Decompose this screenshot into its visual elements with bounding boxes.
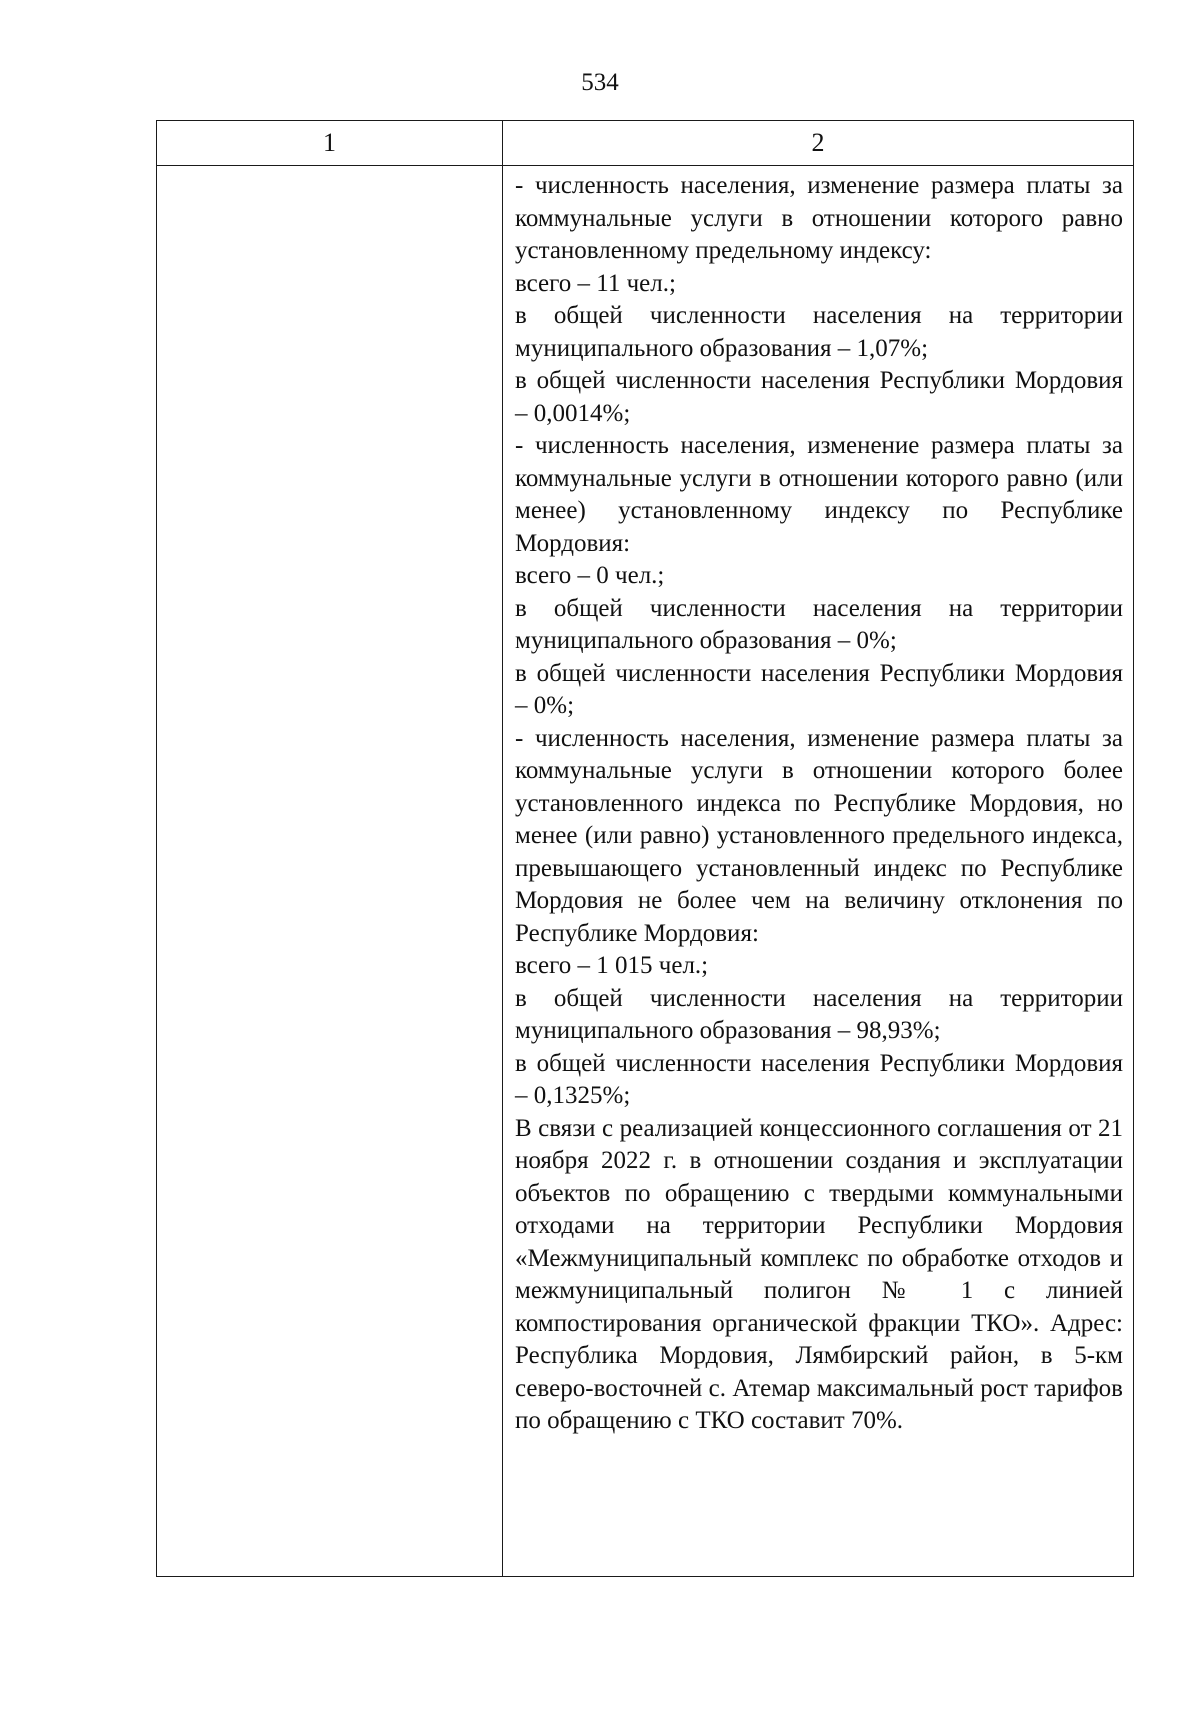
table-header-row — [157, 121, 1133, 166]
column-1-cell — [157, 166, 503, 1576]
paragraph-republic-share-1: в общей численности населения Республики Мордовия – 0,0014%; — [515, 367, 1123, 427]
paragraph-municipal-share-2: в общей численности населения на территории муниципального образования – 0%; — [515, 594, 1123, 654]
paragraph-concession-agreement: В связи с реализацией концессионного соглашения от 21 ноября 2022 г. в отношении создания и эксплуатации объектов по обращению с твердыми коммунальными отходами на территории Республики Мордовия «Межмуниципальный комплекс по обработке отходов и межмуниципальный полигон № 1 с линией компостирования органической фракции ТКО». Адрес: Республика Мордовия, Лямбирский район, в 5-км северо-восточней с. Атемар максимальный рост тарифов по обращению с ТКО составит 70%. — [515, 1114, 1123, 1434]
page-number: 534 — [581, 69, 619, 96]
column-2-header: 2 — [811, 128, 825, 157]
paragraph-indicator-republic-index: - численность населения, изменение размера платы за коммунальные услуги в отношении которого равно (или менее) установленному индексу по Республике Мордовия: — [515, 432, 1123, 557]
column-2-cell — [503, 166, 1133, 1576]
paragraph-republic-share-2: в общей численности населения Республики Мордовия – 0%; — [515, 659, 1123, 719]
table-row — [157, 166, 1133, 1576]
paragraph-total-3: всего – 1 015 чел.; — [515, 952, 709, 979]
paragraph-republic-share-3: в общей численности населения Республики Мордовия – 0,1325%; — [515, 1049, 1123, 1109]
column-1-header: 1 — [157, 121, 503, 165]
paragraph-municipal-share-1: в общей численности населения на территории муниципального образования – 1,07%; — [515, 302, 1123, 362]
paragraph-municipal-share-3: в общей численности населения на территории муниципального образования – 98,93%; — [515, 984, 1123, 1044]
data-table — [156, 120, 1134, 1577]
paragraph-indicator-limit-index: - численность населения, изменение размера платы за коммунальные услуги в отношении которого равно установленному предельному индексу: — [515, 172, 1123, 264]
paragraph-total-2: всего – 0 чел.; — [515, 562, 665, 589]
paragraph-total-1: всего – 11 чел.; — [515, 269, 676, 297]
paragraph-indicator-above-index: - численность населения, изменение размера платы за коммунальные услуги в отношении которого более установленного индекса по Республике Мордовия, но менее (или равно) установленного предельного индекса, превышающего установленный индекс по Республике Мордовия не более чем на величину отклонения по Республике Мордовия: — [515, 724, 1123, 947]
